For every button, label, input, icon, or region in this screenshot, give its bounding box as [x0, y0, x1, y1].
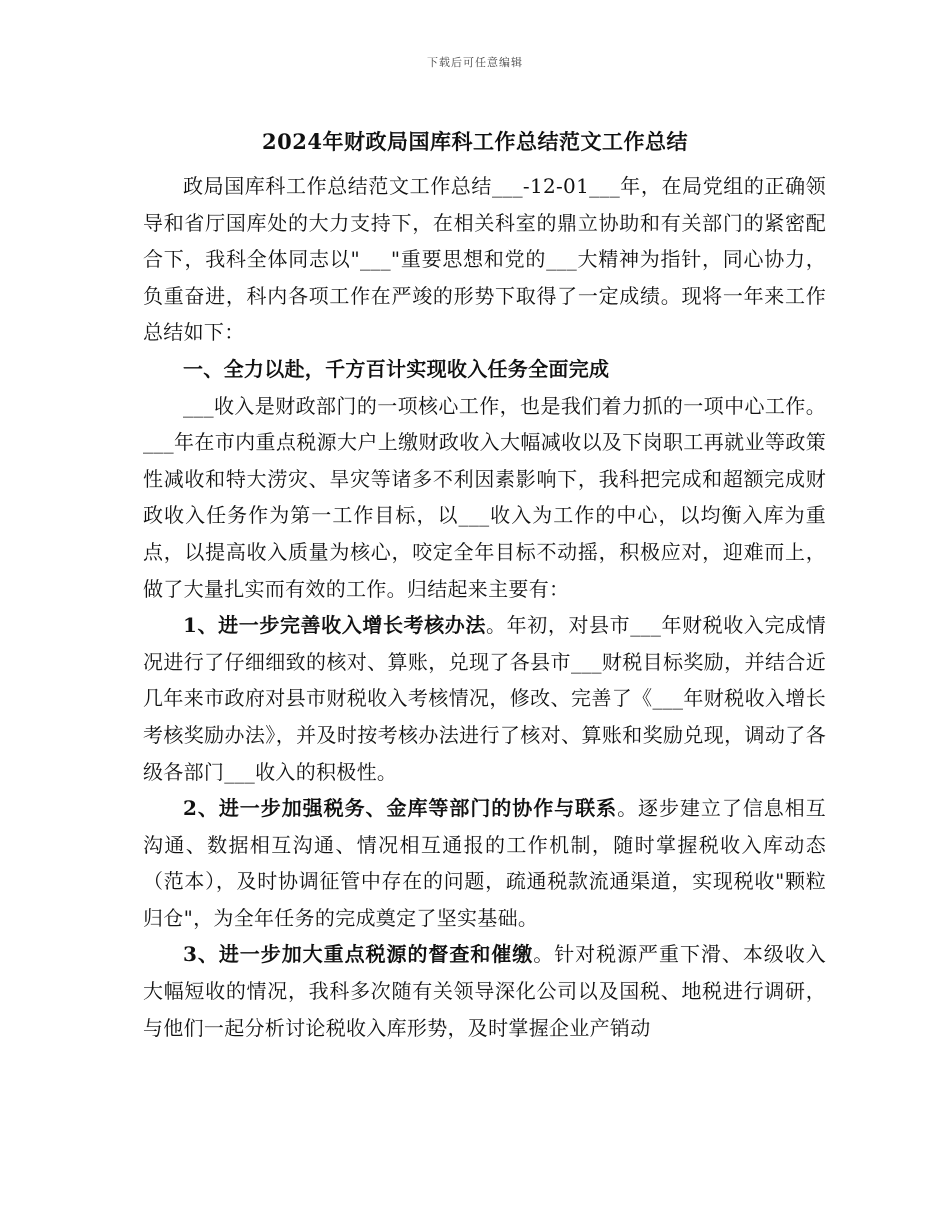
item-3-lead: 3、进一步加大重点税源的督查和催缴	[183, 942, 534, 967]
intro-paragraph: 政局国库科工作总结范文工作总结___-12-01___年，在局党组的正确领导和省厅国库处的大力支持下，在相关科室的鼎立协助和有关部门的紧密配合下，我科全体同志以"___"重要思想和党的___大精神为指针，同心协力，负重奋进，科内各项工作在严竣的形势下取得了一定成绩。现将一年来工作总结如下：	[143, 174, 826, 345]
item-2-body: 。逐步建立了信息相互沟通、数据相互沟通、情况相互通报的工作机制，随时掌握税收入库动态（范本），及时协调征管中存在的问题，疏通税款流通渠道，实现税收"颗粒归仓"，为全年任务的完成奠定了坚实基础。	[143, 796, 826, 930]
item-2-lead: 2、进一步加强税务、金库等部门的协作与联系	[183, 796, 618, 821]
section-1-paragraph: ___收入是财政部门的一项核心工作，也是我们着力抓的一项中心工作。___年在市内重点税源大户上缴财政收入大幅减收以及下岗职工再就业等政策性减收和特大涝灾、旱灾等诸多不利因素影响下，我科把完成和超额完成财政收入任务作为第一工作目标，以___收入为工作的中心，以均衡入库为重点，以提高收入质量为核心，咬定全年目标不动摇，积极应对，迎难而上，做了大量扎实而有效的工作。归结起来主要有：	[143, 393, 826, 601]
item-3-paragraph	[143, 936, 826, 1046]
item-1-body: 。年初，对县市___年财税收入完成情况进行了仔细细致的核对、算账，兑现了各县市___财税目标奖励，并结合近几年来市政府对县市财税收入考核情况，修改、完善了《___年财税收入增长考核奖励办法》，并及时按考核办法进行了核对、算账和奖励兑现，调动了各级各部门___收入的积极性。	[143, 613, 827, 784]
item-3-body: 。针对税源严重下滑、本级收入大幅短收的情况，我科多次随有关领导深化公司以及国税、地税进行调研，与他们一起分析讨论税收入库形势，及时掌握企业产销动	[143, 942, 827, 1040]
section-heading-1: 一、全力以赴，千方百计实现收入任务全面完成	[183, 356, 610, 381]
item-1-paragraph	[143, 607, 826, 790]
item-2-paragraph	[143, 790, 826, 936]
item-1-lead: 1、进一步完善收入增长考核办法	[183, 613, 487, 638]
header-note: 下载后可任意编辑	[427, 56, 523, 69]
document-title: 2024年财政局国库科工作总结范文工作总结	[262, 129, 688, 154]
document-body	[143, 168, 826, 1046]
